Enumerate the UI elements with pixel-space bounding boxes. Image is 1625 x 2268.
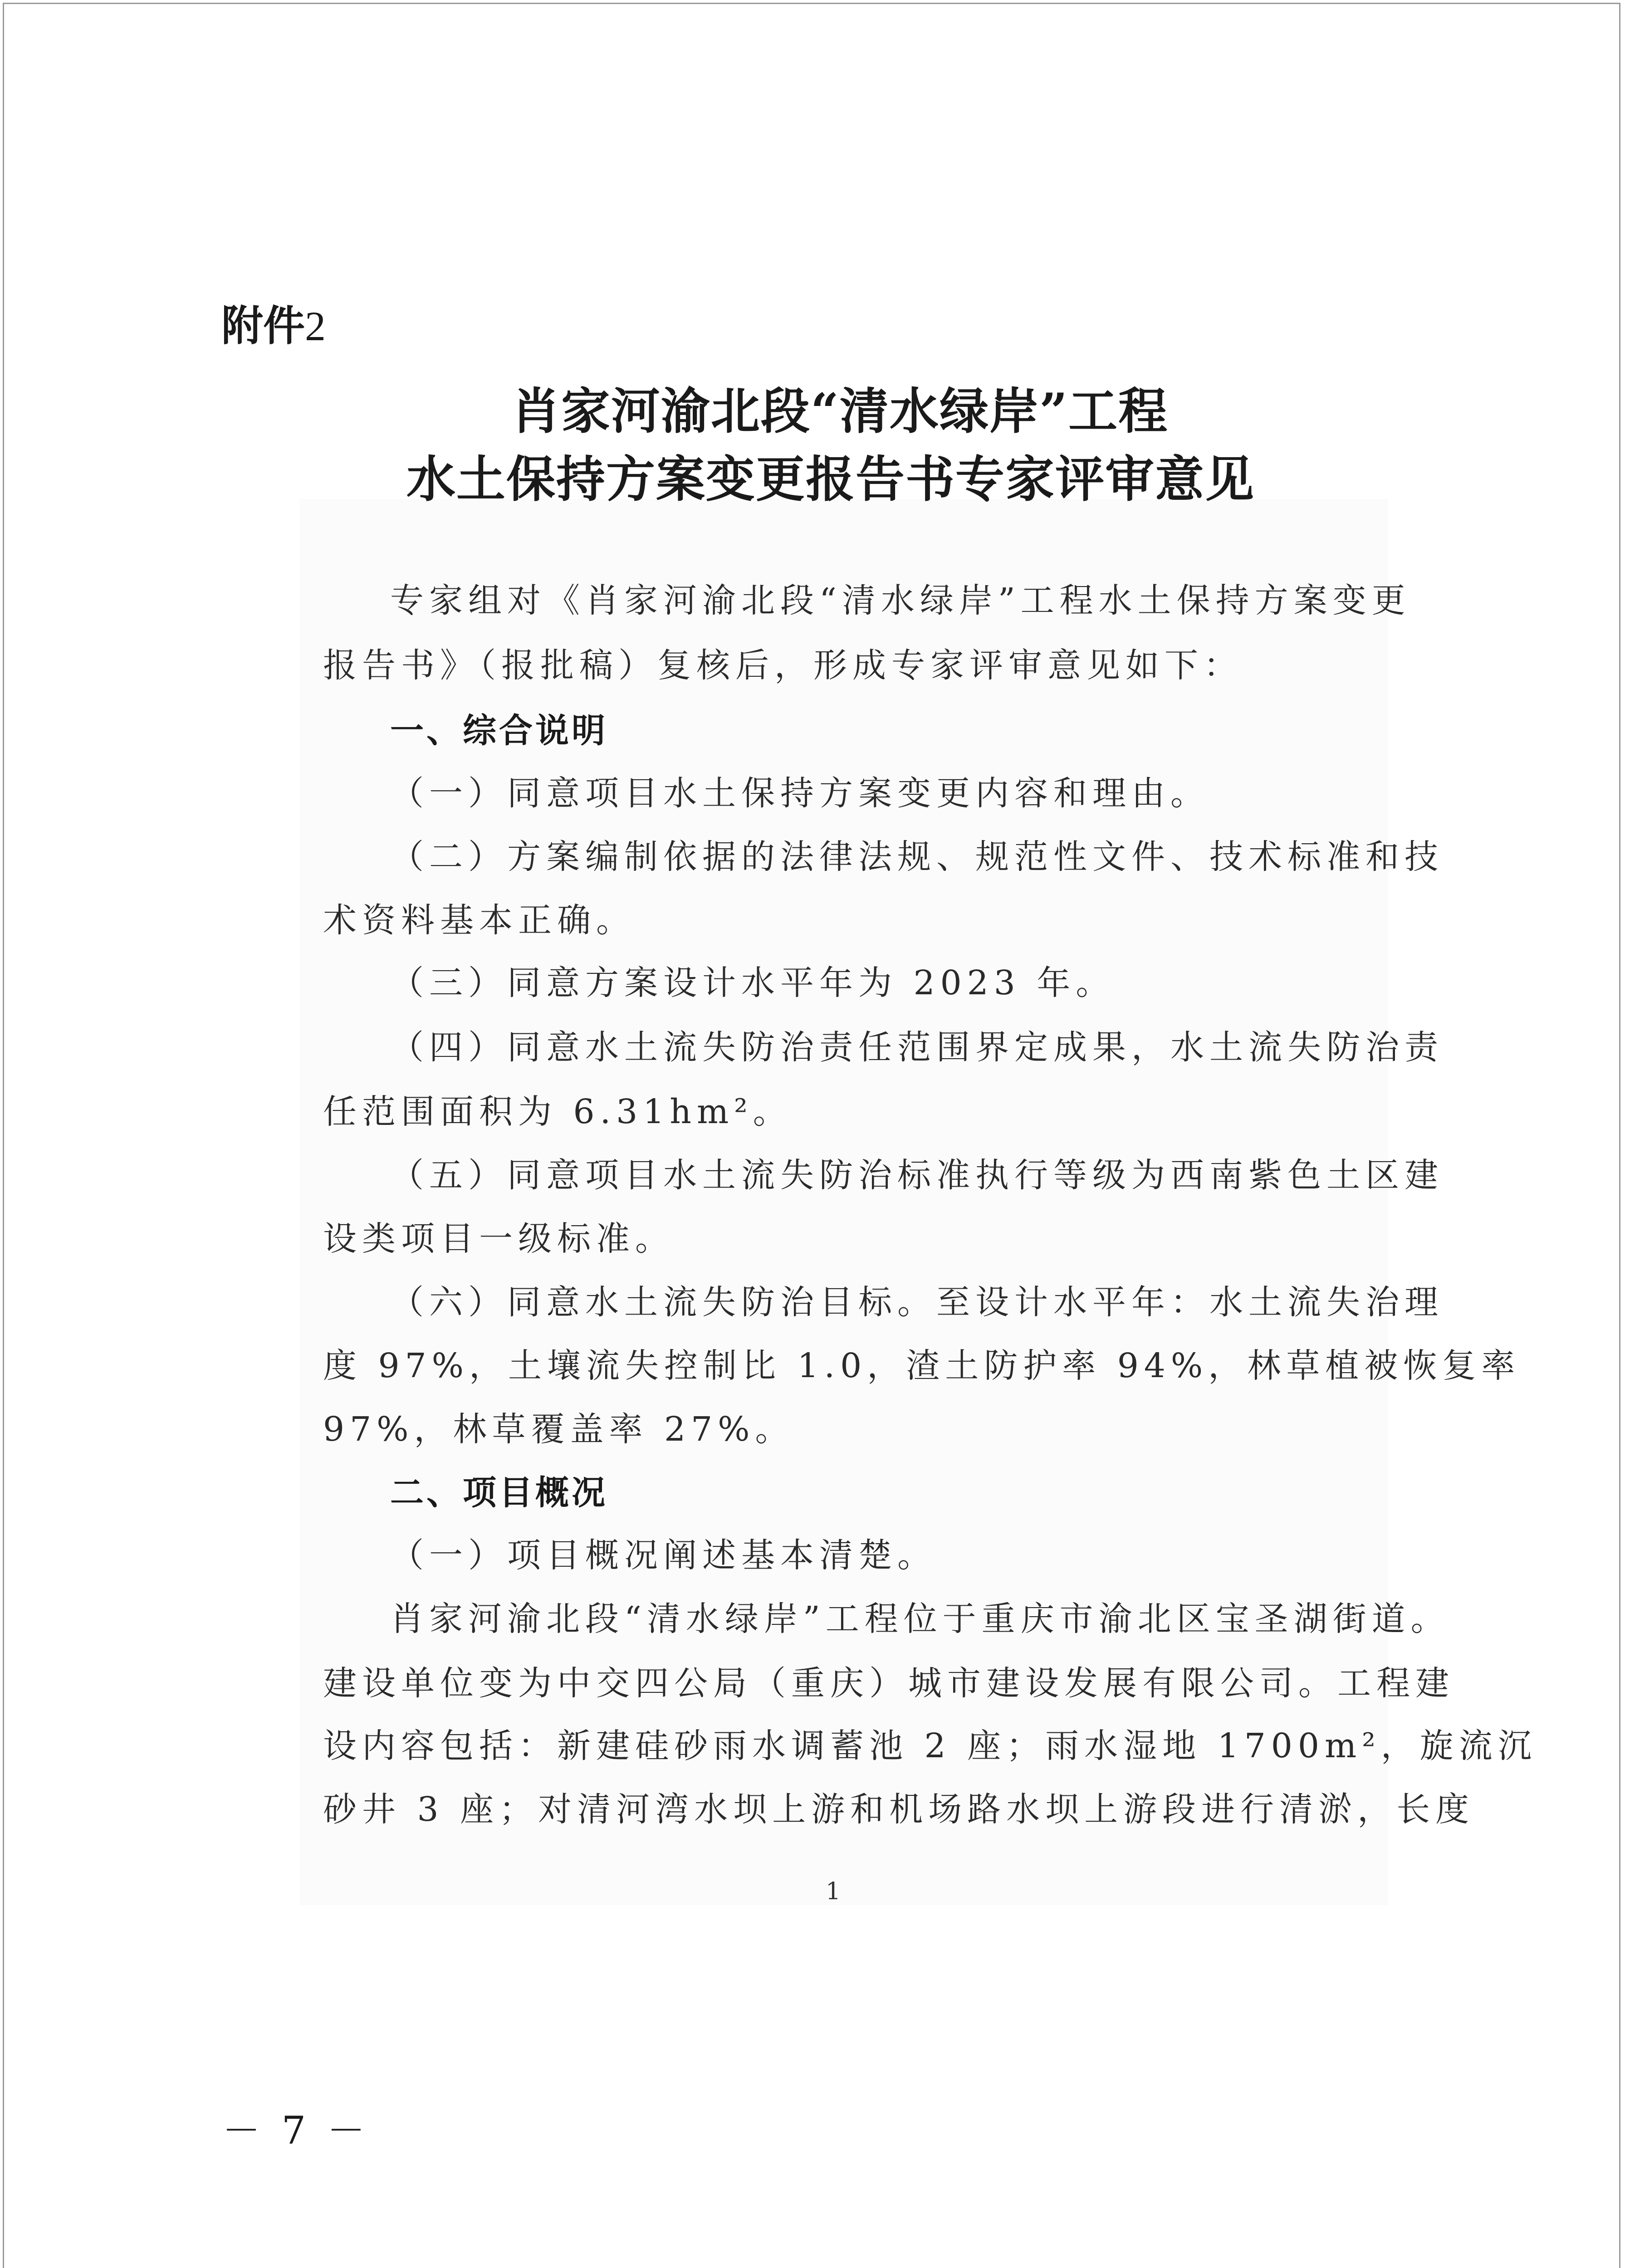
paragraph-line: 建设单位变为中交四公局（重庆）城市建设发展有限公司。工程建 xyxy=(323,1664,1454,1703)
paragraph-line: 任范围面积为 6.31hm²。 xyxy=(323,1092,792,1131)
paragraph-line: 设类项目一级标准。 xyxy=(323,1219,674,1258)
paragraph-line: （六）同意水土流失防治目标。至设计水平年：水土流失治理 xyxy=(390,1283,1444,1322)
section-heading-1: 一、综合说明 xyxy=(390,711,608,750)
paragraph-line: 肖家河渝北段“清水绿岸”工程位于重庆市渝北区宝圣湖街道。 xyxy=(390,1599,1450,1638)
document-title-line-2: 水土保持方案变更报告书专家评审意见 xyxy=(406,451,1255,508)
paragraph-line: （一）项目概况阐述基本清楚。 xyxy=(390,1536,936,1575)
paragraph-line: 报告书》（报批稿）复核后，形成专家评审意见如下： xyxy=(323,646,1243,685)
scanned-page-number: 1 xyxy=(826,1878,841,1905)
paragraph-line: （三）同意方案设计水平年为 2023 年。 xyxy=(390,963,1115,1002)
section-heading-2: 二、项目概况 xyxy=(390,1473,608,1512)
document-title-line-1: 肖家河渝北段“清水绿岸”工程 xyxy=(511,383,1169,440)
paragraph-line: 砂井 3 座；对清河湾水坝上游和机场路水坝上游段进行清淤，长度 xyxy=(323,1790,1475,1829)
paragraph-line: 度 97%，土壤流失控制比 1.0，渣土防护率 94%，林草植被恢复率 xyxy=(323,1346,1521,1385)
paragraph-line: （一）同意项目水土保持方案变更内容和理由。 xyxy=(390,774,1209,813)
footer-page-number: － 7 － xyxy=(222,2108,370,2153)
paragraph-line: （四）同意水土流失防治责任范围界定成果，水土流失防治责 xyxy=(390,1028,1444,1067)
paragraph-line: 术资料基本正确。 xyxy=(323,901,635,940)
attachment-label: 附件2 xyxy=(221,302,326,350)
paragraph-line: 设内容包括：新建硅砂雨水调蓄池 2 座；雨水湿地 1700m²，旋流沉 xyxy=(323,1726,1537,1765)
paragraph-line: 专家组对《肖家河渝北段“清水绿岸”工程水土保持方案变更 xyxy=(390,581,1411,620)
paragraph-line: 97%，林草覆盖率 27%。 xyxy=(323,1410,794,1449)
paragraph-line: （二）方案编制依据的法律法规、规范性文件、技术标准和技 xyxy=(390,837,1444,876)
paragraph-line: （五）同意项目水土流失防治标准执行等级为西南紫色土区建 xyxy=(390,1156,1444,1195)
